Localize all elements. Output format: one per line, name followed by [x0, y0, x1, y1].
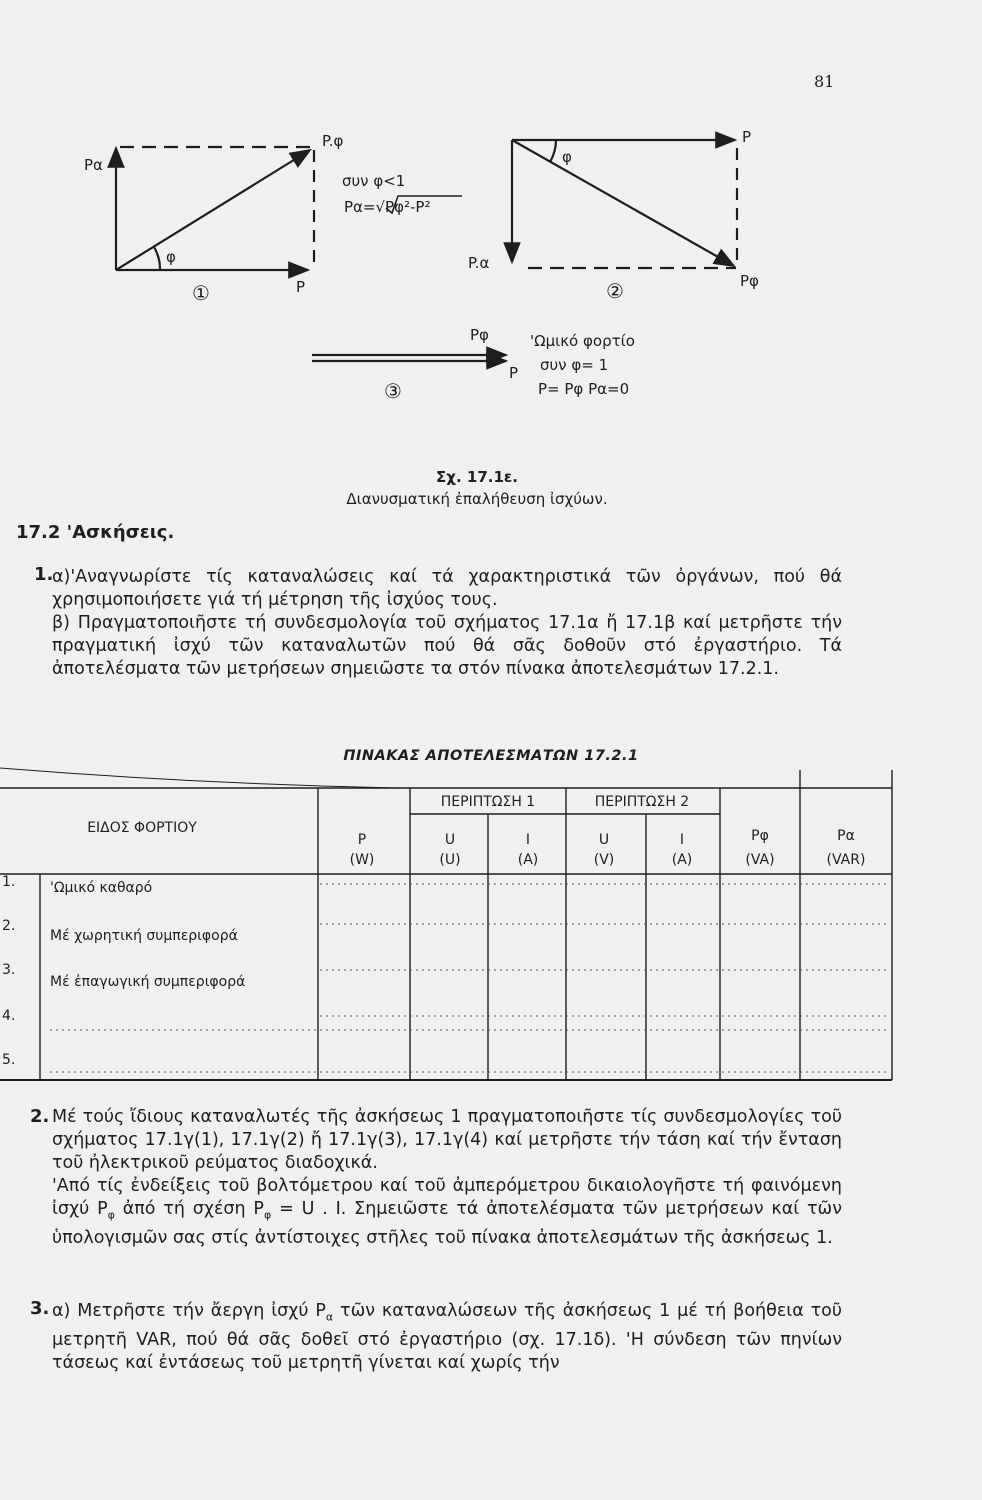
th-pa: Pα	[837, 828, 855, 844]
figure-caption-title: Σχ. 17.1ε.	[436, 468, 518, 486]
th-p: P	[357, 832, 367, 848]
th-case1: ΠΕΡΙΠΤΩΣΗ 1	[440, 794, 536, 810]
d1-label-pphi: P.φ	[322, 132, 344, 150]
th-pphi-unit: (VA)	[745, 852, 775, 868]
d1-label-pa: Pα	[84, 156, 103, 174]
section-title: 17.2 'Ασκήσεις.	[16, 522, 175, 543]
th-u1: U	[444, 832, 456, 848]
th-i1-unit: (A)	[517, 852, 539, 868]
d3-line3: P= Pφ Pα=0	[538, 380, 630, 398]
ex2-p2c: = U . I. Σημειῶστε τά ἀποτελέσματα τῶν μετρήσεων καί τῶν ὑπολογισμῶν σας στίς ἀντίστοιχες στῆλες τοῦ πίνακα ἀποτελεσμάτων τῆς ἀσκήσεως 1.	[52, 1199, 842, 1248]
ex1-number: 1.	[34, 564, 54, 585]
d1-label-p: P	[296, 278, 306, 296]
d3-label-pphi: Pφ	[470, 326, 489, 344]
figure-caption-text: Διανυσματική ἐπαλήθευση ἰσχύων.	[346, 490, 608, 508]
ex3-t2: τῶν καταναλώσεων τῆς ἀσκήσεως 1 μέ τή βοήθεια τοῦ μετρητῆ VAR, πού θά σᾶς δοθεῖ στό ἐργαστήριο (σχ. 17.1δ). 'Η σύνδεση τῶν πηνίων τάσεως καί ἐντάσεως τοῦ μετρητῆ γίνεται καί χωρίς τήν	[52, 1301, 842, 1373]
d1-formula2: Pα=√Pφ²-P²	[344, 198, 431, 216]
th-i2: I	[679, 832, 685, 848]
d3-label-p: P	[509, 364, 519, 382]
d3-title: 'Ωμικό φορτίο	[530, 332, 635, 350]
d2-angle-label: φ	[562, 148, 572, 166]
th-u1-unit: (U)	[439, 852, 461, 868]
d3-number: ③	[384, 379, 402, 403]
d1-formula1: συν φ<1	[342, 172, 406, 190]
th-case2: ΠΕΡΙΠΤΩΣΗ 2	[594, 794, 690, 810]
d2-label-pphi: Pφ	[740, 272, 759, 290]
d2-number: ②	[606, 279, 624, 303]
ex3-t1: α) Μετρῆστε τήν ἄεργη ἰσχύ P	[52, 1301, 326, 1321]
ex2-p2b: ἀπό τή σχέση P	[114, 1199, 264, 1219]
d1-angle-arc	[154, 247, 160, 270]
d2-angle-arc	[550, 140, 556, 162]
ex3-sub: α	[325, 1310, 334, 1324]
ex2-p2a: 'Από τίς ἐνδείξεις τοῦ βολτόμετρου καί τοῦ ἀμπερόμετρου δικαιολογῆστε τή φαινόμενη ἰσχύ P	[52, 1176, 842, 1219]
row-label-1: 'Ωμικό καθαρό	[50, 880, 153, 896]
ex1-part-b: β) Πραγματοποιῆστε τή συνδεσμολογία τοῦ σχήματος 17.1α ἤ 17.1β καί μετρῆστε τήν πραγματική ἰσχύ τῶν καταναλωτῶν πού θά σᾶς δοθοῦν στό ἐργαστήριο. Τά ἀποτελέσματα τῶν μετρήσεων σημειῶστε τα στόν πίνακα ἀποτελεσμάτων 17.2.1.	[52, 613, 842, 679]
d2-label-p: P	[742, 128, 752, 146]
row-num-3: 3.	[2, 962, 16, 978]
table-title: ΠΙΝΑΚΑΣ ΑΠΟΤΕΛΕΣΜΑΤΩΝ 17.2.1	[343, 748, 639, 764]
ex2-sub2: φ	[264, 1208, 272, 1222]
row-num-1: 1.	[2, 874, 16, 890]
ex1-part-a: α)'Αναγνωρίστε τίς καταναλώσεις καί τά χαρακτηριστικά τῶν ὀργάνων, πού θά χρησιμοποιήσετε γιά τή μέτρηση τῆς ἰσχύος τους.	[52, 567, 842, 610]
ex2-number: 2.	[30, 1106, 50, 1127]
th-pa-unit: (VAR)	[826, 852, 866, 868]
row-num-2: 2.	[2, 918, 16, 934]
vector-diagram-figure	[0, 0, 982, 470]
d3-line2: συν φ= 1	[540, 356, 609, 374]
d2-label-pa: P.α	[468, 254, 490, 272]
th-u2: U	[598, 832, 610, 848]
page-number: 81	[814, 72, 835, 91]
row-label-3: Μέ ἐπαγωγική συμπεριφορά	[50, 974, 246, 990]
d1-pphi-vector	[116, 150, 310, 270]
th-pphi: Pφ	[751, 828, 769, 844]
th-p-unit: (W)	[349, 852, 375, 868]
d2-pphi-vector	[512, 140, 734, 266]
ex3-para	[52, 1300, 842, 1375]
ex2-para1: Μέ τούς ἴδιους καταναλωτές τῆς ἀσκήσεως 1 πραγματοποιῆστε τίς συνδεσμολογίες τοῦ σχήματος 17.1γ(1), 17.1γ(2) ἤ 17.1γ(3), 17.1γ(4) καί μετρῆστε τήν τάση καί τήν ἔνταση τοῦ ἠλεκτρικοῦ ρεύματος διαδοχικά.	[52, 1107, 842, 1173]
ex3-number: 3.	[30, 1298, 50, 1319]
th-load: ΕΙΔΟΣ ΦΟΡΤΙΟΥ	[87, 820, 197, 836]
d1-number: ①	[192, 281, 210, 305]
ex2-sub1: φ	[107, 1208, 115, 1222]
row-num-5: 5.	[2, 1052, 16, 1068]
row-label-2: Μέ χωρητική συμπεριφορά	[50, 928, 238, 944]
results-table	[0, 760, 982, 1090]
th-i2-unit: (A)	[671, 852, 693, 868]
ex2-para2	[52, 1175, 842, 1250]
ex1-text	[52, 566, 842, 681]
d1-angle-label: φ	[166, 248, 176, 266]
ex3-text	[52, 1300, 842, 1375]
th-u2-unit: (V)	[593, 852, 615, 868]
row-num-4: 4.	[2, 1008, 16, 1024]
ex2-text	[52, 1106, 842, 1250]
th-i1: I	[525, 832, 531, 848]
